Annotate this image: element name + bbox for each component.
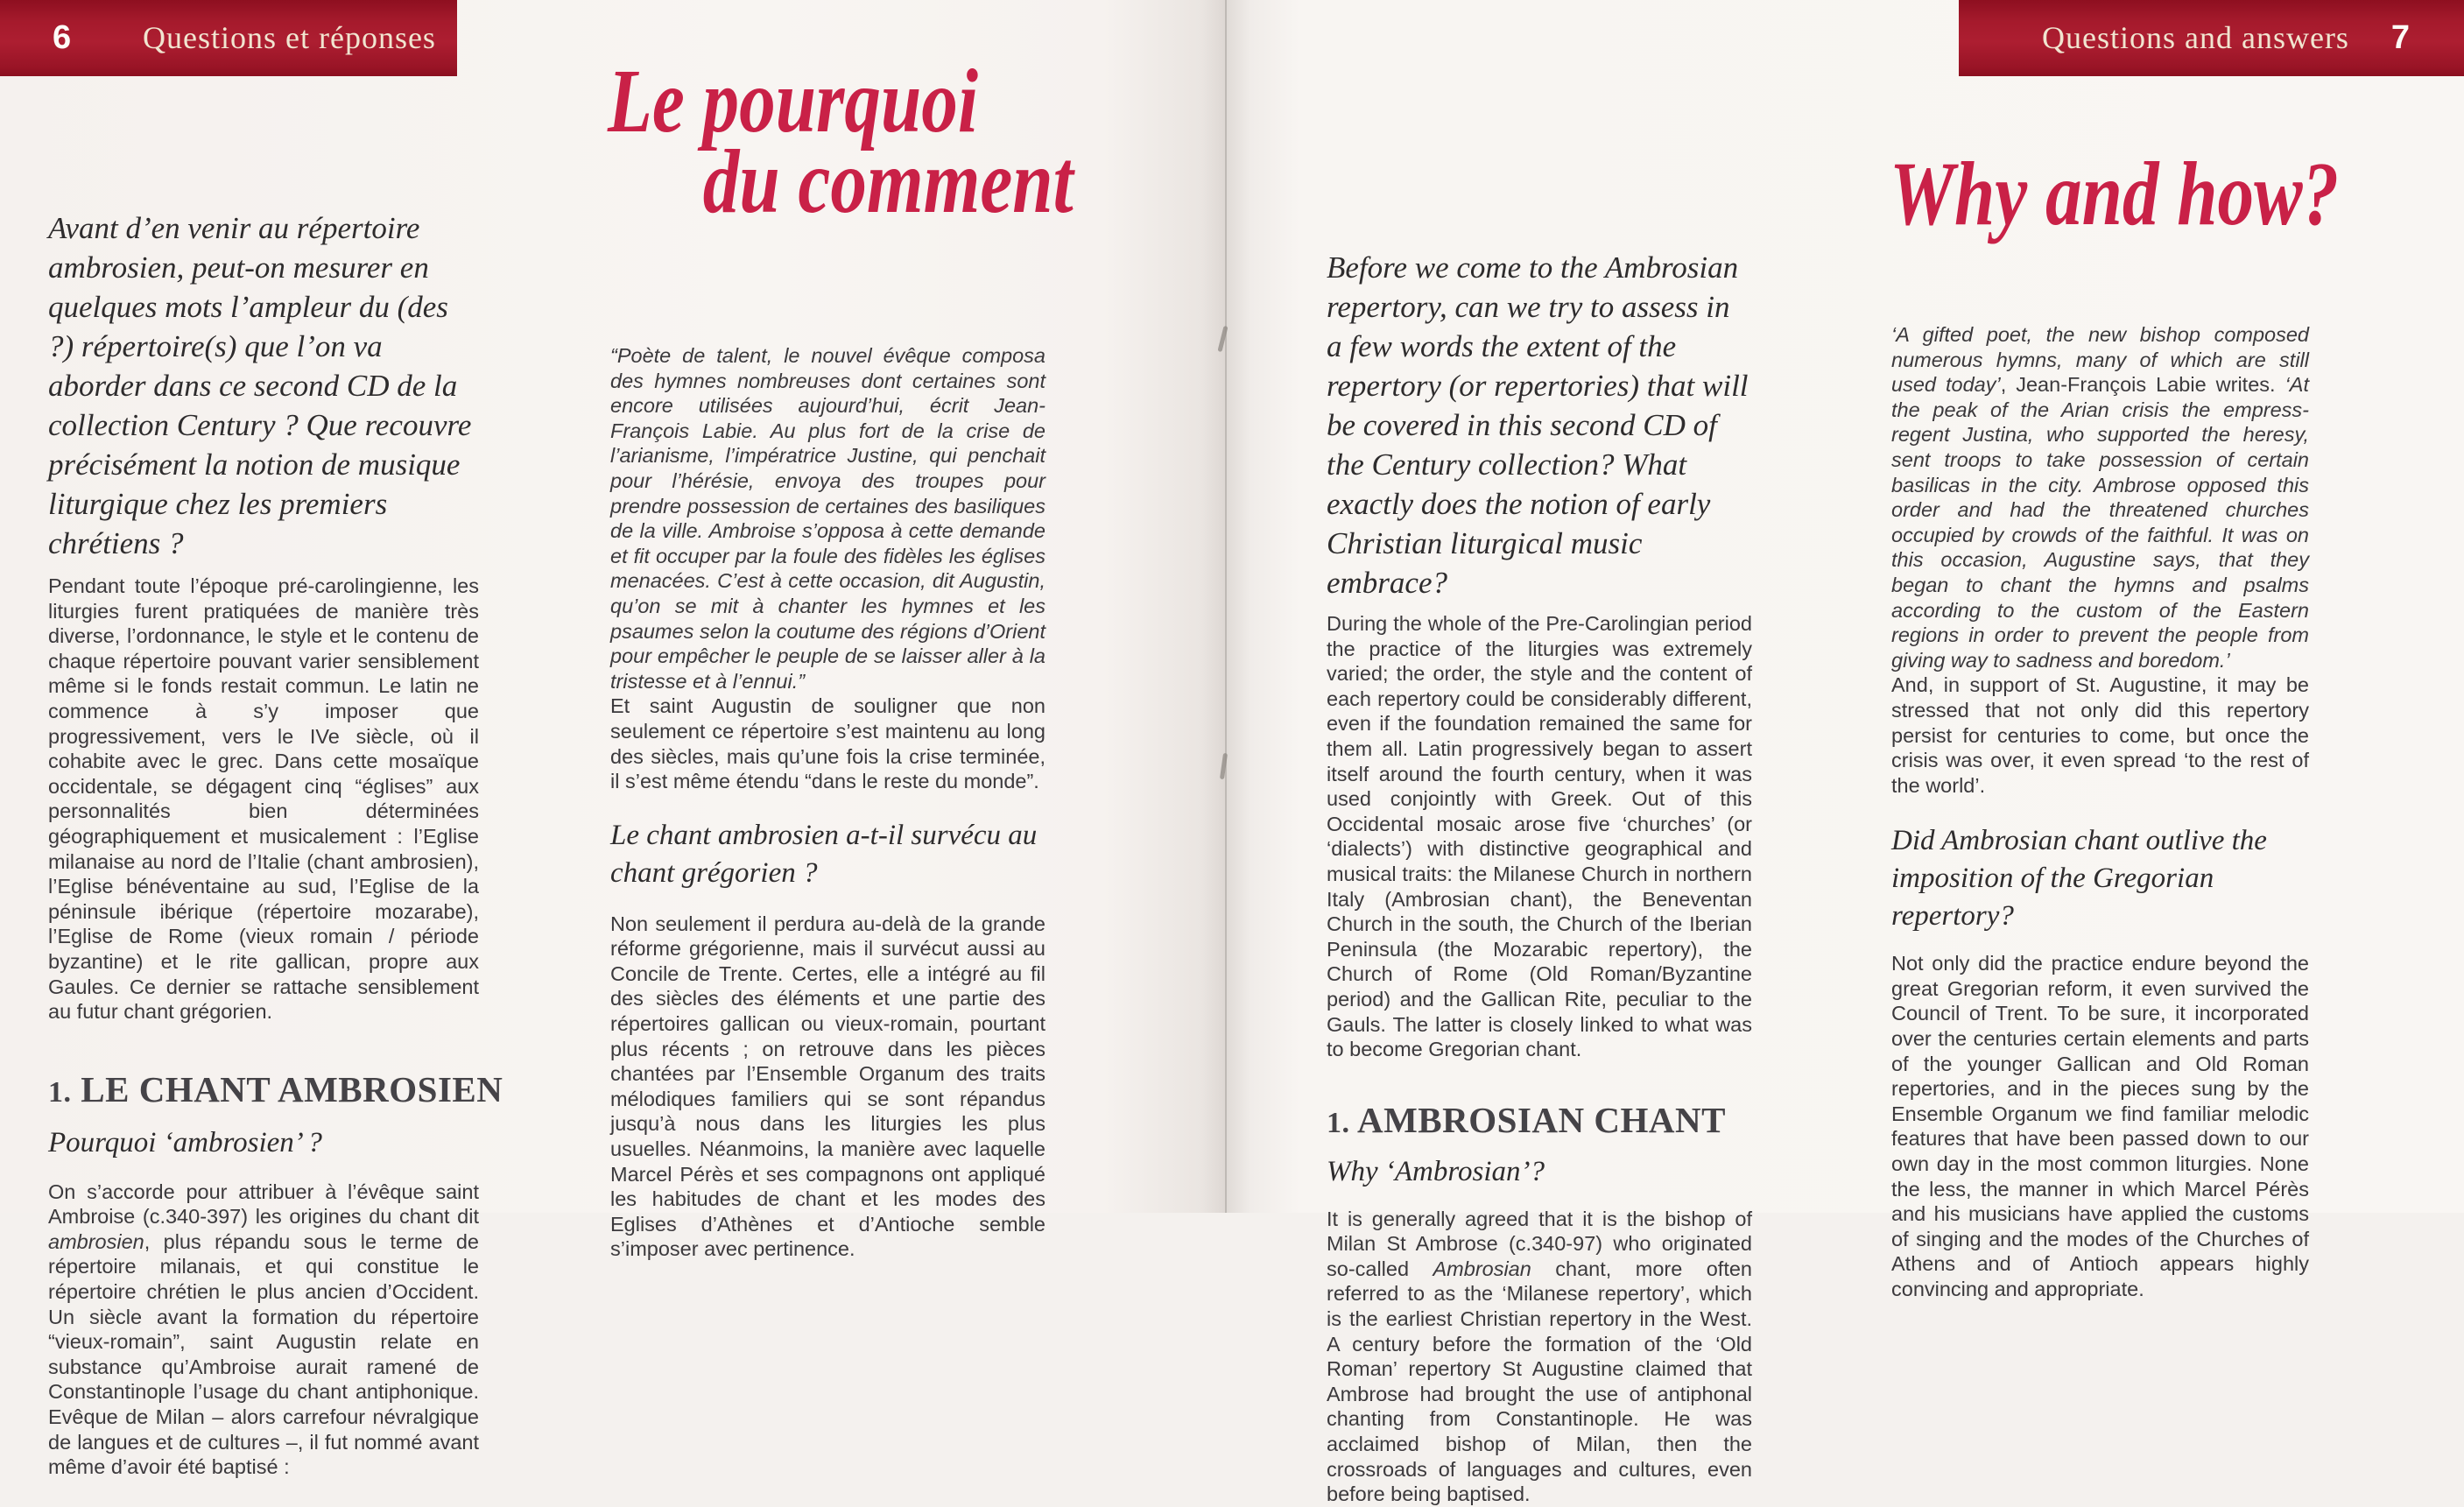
page-number-right: 7 bbox=[2390, 19, 2410, 56]
subquestion-english: Why ‘Ambrosian’? bbox=[1327, 1155, 1545, 1187]
quotation-french-labie: “Poète de talent, le nouvel évêque composa des hymnes nombreuses dont certaines sont encore utilisées aujourd’hui, écrit Jean-François Labie. Au plus fort de la crise de l’arianisme, l’impératrice Justine, qui penchait pour l’hérésie, envoya des troupes pour prendre possession de certaines des basiliques de la ville. Ambroise s’opposa à cette demande et fit occuper par la foule des fidèles les églises menacées. C’est à cette occasion, dit Augustin, qu’on se mit à chanter les hymnes et les psaumes selon la coutume des régions d’Orient pour empêcher le peuple de se laisser aller à la tristesse et à l’ennui.” bbox=[610, 344, 1045, 693]
article-title-english: Why and how? bbox=[1890, 144, 2340, 244]
header-bar-right bbox=[1959, 0, 2464, 76]
paragraph-french-ambroise: On s’accorde pour attribuer à l’évêque saint Ambroise (c.340-397) les origines du chant dit ambrosien, plus répandu sous le terme de répertoire milanais, et qui constitue le répertoire chrétien le plus ancien d’Occident. Un siècle avant la formation du répertoire “vieux-romain”, saint Augustin relate en substance qu’Ambroise aurait ramené de Constantinople l’usage du chant antiphonique. Evêque de Milan – alors carrefour névralgique de langues et de cultures –, il fut nommé avant même d’avoir été baptisé : bbox=[48, 1180, 479, 1479]
paragraph-english-liturgies: During the whole of the Pre-Carolingian period the practice of the liturgies was extremely varied; the order, the style and the content of each repertory could be considerably different, even if the foundation remained the same for them all. Latin progressively began to assert itself around the fourth century, when it was used conjointly with Greek. Out of this Occidental mosaic arose five ‘churches’ (or ‘dialects’) with distinctive geographical and musical traits: the Milanese Church in northern Italy (Ambrosian chant), the Beneventan Church in the south, the Church of the Iberian Peninsula (the Mozarabic repertory), the Church of Rome (Old Roman/Byzantine period) and the Gallican Rite, peculiar to the Gauls. The latter is closely linked to what was to become Gregorian chant. bbox=[1327, 612, 1752, 1061]
paragraph-english-endure: Not only did the practice endure beyond the great Gregorian reform, it even survived the Council of Trent. To be sure, it incorporated over the centuries certain elements and parts of the younger Gallican and Old Roman repertories, and in the pieces sung by the Ensemble Organum we find familiar melodic features that have been passed down to our own day in the most common liturgies. None the less, the manner in which Marcel Pérès and his musicians have applied the customs of singing and the modes of the Churches of Athens and of Antioch appears highly convincing and appropriate. bbox=[1891, 952, 2309, 1300]
subquestion-french: Pourquoi ‘ambrosien’ ? bbox=[48, 1126, 322, 1158]
left-page-column-2 bbox=[610, 343, 1045, 1262]
right-page-column-2 bbox=[1891, 322, 2309, 1302]
subquestion-french-survecu: Le chant ambrosien a-t-il survécu au chant grégorien ? bbox=[610, 819, 1038, 889]
paragraph-french-perdura: Non seulement il perdura au-delà de la grande réforme grégorienne, mais il survécut aussi au Concile de Trente. Certes, elle a intégré au fil des siècles des éléments et une partie des répertoires gallican ou vieux-romain, pourtant plus récents ; on retrouve dans les pièces chantées par l’Ensemble Organum des traits mélodiques familiers qui se sont répandus jusqu’à nous dans les liturgies les plus usuelles. Néanmoins, la manière avec laquelle Marcel Pérès et ses compagnons ont appliqué les habitudes de chant et les modes des Eglises d’Athènes et d’Antioche semble s’imposer avec pertinence. bbox=[610, 912, 1045, 1261]
page-number-left: 6 bbox=[53, 19, 72, 56]
booklet-page-right bbox=[1226, 0, 2464, 1506]
interview-question-french: Avant d’en venir au répertoire ambrosien, peut-on mesurer en quelques mots l’ampleur du (des ?) répertoire(s) que l’on va aborder dans ce second CD de la collection Century ? Que recouvre précisément la notion de musique liturgique chez les premiers chrétiens ? bbox=[48, 211, 472, 560]
paragraph-english-ambrose: It is generally agreed that it is the bishop of Milan St Ambrose (c.340-97) who originated so-called Ambrosian chant, more often referred to as the ‘Milanese repertory’, which is the earliest Christian repertory in the West. A century before the formation of the ‘Old Roman’ repertory St Augustine claimed that Ambrose had brought the use of antiphonal chanting from Constantinople. He was acclaimed bishop of Milan, then the crossroads of languages and cultures, even before being baptised. bbox=[1327, 1207, 1752, 1506]
right-page-column-1 bbox=[1327, 248, 1752, 1507]
paragraph-french-augustin: Et saint Augustin de souligner que non seulement ce répertoire s’est maintenu au long des siècles, mais qu’une fois la crise terminée, il s’est même étendu “dans le reste du monde”. bbox=[610, 694, 1045, 793]
running-head-right: Questions and answers bbox=[2042, 20, 2349, 55]
section-heading-french: 1. LE CHANT AMBROSIEN bbox=[48, 1068, 503, 1109]
section-heading-english: 1. AMBROSIAN CHANT bbox=[1327, 1099, 1726, 1140]
header-bar-left bbox=[0, 0, 457, 76]
article-title-french-line1: Le pourquoi bbox=[608, 51, 978, 151]
paragraph-french-liturgies: Pendant toute l’époque pré-carolingienne, les liturgies furent pratiquées de manière très diverse, l’ordonnance, le style et le contenu de chaque répertoire pouvant varier sensiblement même si le fonds restait commun. Le latin ne commence à s’y imposer que progressivement, vers le IVe siècle, où il cohabite avec le grec. Dans cette mosaïque occidentale, se dégagent cinq “églises” aux personnalités bien déterminées géographiquement et musicalement : l’Eglise milanaise au nord de l’Italie (chant ambrosien), l’Eglise bénéventaine au sud, l’Eglise de la péninsule ibérique (répertoire mozarabe), l’Eglise de Rome (vieux romain / période byzantine) et le rite gallican, propre aux Gaules. Ce dernier se rattache sensiblement au futur chant grégorien. bbox=[48, 574, 479, 1024]
booklet-page-left bbox=[0, 0, 1226, 1479]
subquestion-english-outlive: Did Ambrosian chant outlive the imposition of the Gregorian repertory? bbox=[1891, 825, 2267, 933]
running-head-left: Questions et réponses bbox=[143, 20, 436, 55]
left-page-column-1 bbox=[48, 208, 503, 1480]
quotation-english-labie: ‘A gifted poet, the new bishop composed numerous hymns, many of which are still used today’, Jean-François Labie writes. ‘At the peak of the Arian crisis the empress-regent Justina, who supported the heresy, sent troops to take possession of certain basilicas in the city. Ambrose opposed this order and had the threatened churches occupied by crowds of the faithful. It was on this occasion, Augustine says, that they began to chant the hymns and psalms according to the custom of the Eastern regions in order to prevent the people from giving way to sadness and boredom.’ bbox=[1891, 323, 2309, 672]
paragraph-english-augustine: And, in support of St. Augustine, it may be stressed that not only did this repertory persist for centuries to come, but once the crisis was over, it even spread ‘to the rest of the world’. bbox=[1891, 673, 2309, 797]
article-title-french-line2: du comment bbox=[702, 131, 1074, 232]
booklet-fold-line bbox=[1225, 0, 1227, 1213]
interview-question-english: Before we come to the Ambrosian repertory, can we try to assess in a few words the extent of the repertory (or repertories) that will be covered in this second CD of the Century collection? What exactly does the notion of early Christian liturgical music embrace? bbox=[1327, 250, 1749, 600]
